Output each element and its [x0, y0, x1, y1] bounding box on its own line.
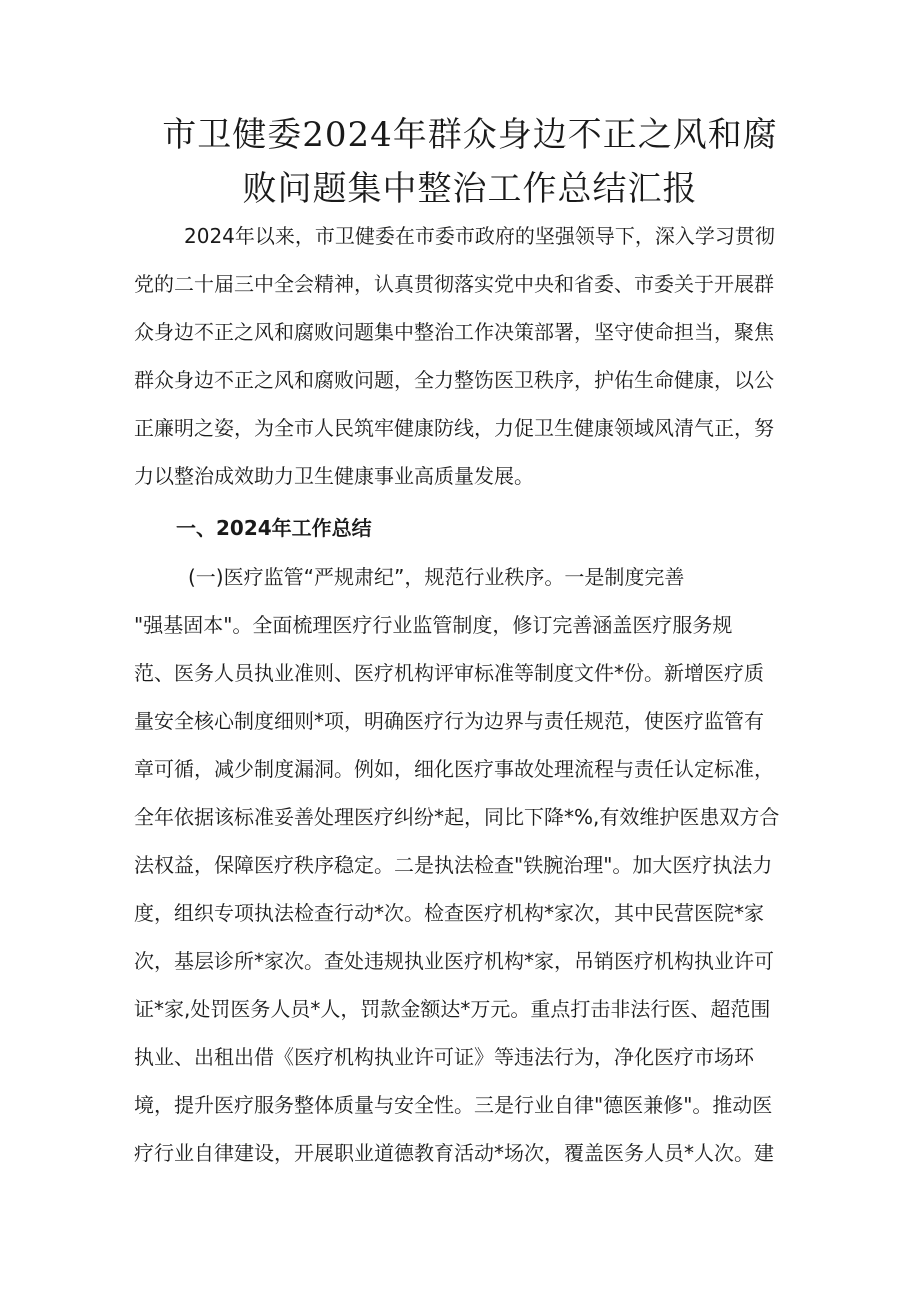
section1-paragraph — [134, 553, 784, 1177]
title-line-1: 市卫健委2024年群众身边不正之风和腐 — [162, 115, 778, 155]
section1-line: 证*家,处罚医务人员*人，罚款金额达*万元。重点打击非法行医、超范围 — [134, 997, 771, 1021]
intro-line: 力以整治成效助力卫生健康事业高质量发展。 — [134, 464, 534, 488]
intro-line: 正廉明之姿，为全市人民筑牢健康防线，力促卫生健康领域风清气正，努 — [134, 416, 774, 440]
intro-line: 2024年以来，市卫健委在市委市政府的坚强领导下，深入学习贯彻 — [184, 224, 775, 248]
title-line-2: 败问题集中整治工作总结汇报 — [242, 169, 698, 209]
intro-paragraph — [134, 212, 784, 500]
intro-line: 众身边不正之风和腐败问题集中整治工作决策部署，坚守使命担当，聚焦 — [134, 320, 774, 344]
section1-line: "强基固本"。全面梳理医疗行业监管制度，修订完善涵盖医疗服务规 — [134, 613, 733, 637]
section-heading: 一、2024年工作总结 — [176, 516, 372, 540]
section1-line: 法权益，保障医疗秩序稳定。二是执法检查"铁腕治理"。加大医疗执法力 — [134, 853, 773, 877]
intro-line: 群众身边不正之风和腐败问题，全力整饬医卫秩序，护佑生命健康，以公 — [134, 368, 774, 392]
section1-line: 全年依据该标准妥善处理医疗纠纷*起，同比下降*%,有效维护医患双方合 — [134, 805, 780, 829]
section1-line: 量安全核心制度细则*项，明确医疗行为边界与责任规范，使医疗监管有 — [134, 709, 764, 733]
section1-line: 境，提升医疗服务整体质量与安全性。三是行业自律"德医兼修"。推动医 — [134, 1093, 773, 1117]
intro-line: 党的二十届三中全会精神，认真贯彻落实党中央和省委、市委关于开展群 — [134, 272, 774, 296]
section1-line: (一)医疗监管“严规肃纪”，规范行业秩序。一是制度完善 — [188, 565, 685, 589]
section1-line: 执业、出租出借《医疗机构执业许可证》等违法行为，净化医疗市场环 — [134, 1045, 754, 1069]
section1-line: 疗行业自律建设，开展职业道德教育活动*场次，覆盖医务人员*人次。建 — [134, 1141, 774, 1165]
document-title — [120, 108, 820, 216]
section1-line: 次，基层诊所*家次。查处违规执业医疗机构*家，吊销医疗机构执业许可 — [134, 949, 774, 973]
section1-line: 度，组织专项执法检查行动*次。检查医疗机构*家次，其中民营医院*家 — [134, 901, 764, 925]
section1-line: 章可循，减少制度漏洞。例如，细化医疗事故处理流程与责任认定标准， — [134, 757, 774, 781]
section1-line: 范、医务人员执业准则、医疗机构评审标准等制度文件*份。新增医疗质 — [134, 661, 764, 685]
